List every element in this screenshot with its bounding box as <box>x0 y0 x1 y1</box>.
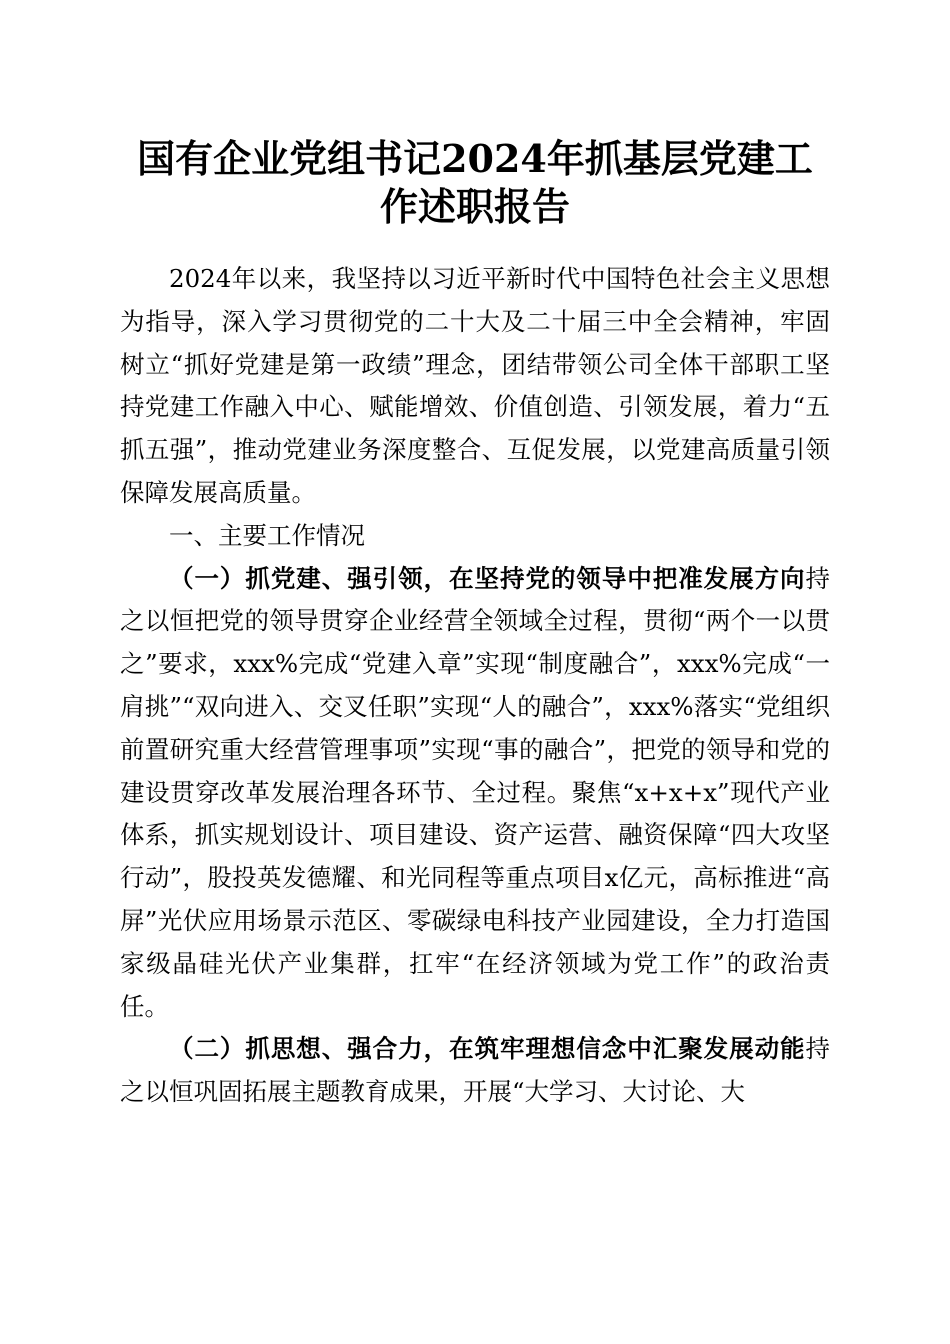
document-title: 国有企业党组书记2024年抓基层党建工作述职报告 <box>137 136 813 229</box>
subsection-text: 持之以恒巩固拓展主题教育成果，开展“大学习、大讨论、大 <box>120 1034 830 1107</box>
intro-paragraph: 2024年以来，我坚持以习近平新时代中国特色社会主义思想为指导，深入学习贯彻党的二十大及二十届三中全会精神，牢固树立“抓好党建是第一政绩”理念，团结带领公司全体干部职工坚持党建工作融入中心、赋能增效、价值创造、引领发展，着力“五抓五强”，推动党建业务深度整合、互促发展，以党建高质量引领保障发展高质量。 <box>120 264 830 507</box>
subsection-heading: （一）抓党建、强引领，在坚持党的领导中把准发展方向 <box>169 563 806 593</box>
subsection-paragraph <box>120 558 830 1029</box>
subsection-paragraph <box>120 1028 830 1114</box>
document-body <box>120 258 830 1114</box>
subsection-text: 持之以恒把党的领导贯穿企业经营全领域全过程，贯彻“两个一以贯之”要求，xxx%完成“党建入章”实现“制度融合”，xxx%完成“一肩挑”“双向进入、交叉任职”实现“人的融合”，xxx%落实“党组织前置研究重大经营管理事项”实现“事的融合”，把党的领导和党的建设贯穿改革发展治理各环节、全过程。聚焦“x+x+x”现代产业体系，抓实规划设计、项目建设、资产运营、融资保障“四大攻坚行动”，股投英发德耀、和光同程等重点项目x亿元，高标推进“高屏”光伏应用场景示范区、零碳绿电科技产业园建设，全力打造国家级晶硅光伏产业集群，扛牢“在经济领域为党工作”的政治责任。 <box>120 563 830 1021</box>
section-heading: 一、主要工作情况 <box>169 520 365 550</box>
subsection-heading: （二）抓思想、强合力，在筑牢理想信念中汇聚发展动能 <box>169 1034 806 1064</box>
